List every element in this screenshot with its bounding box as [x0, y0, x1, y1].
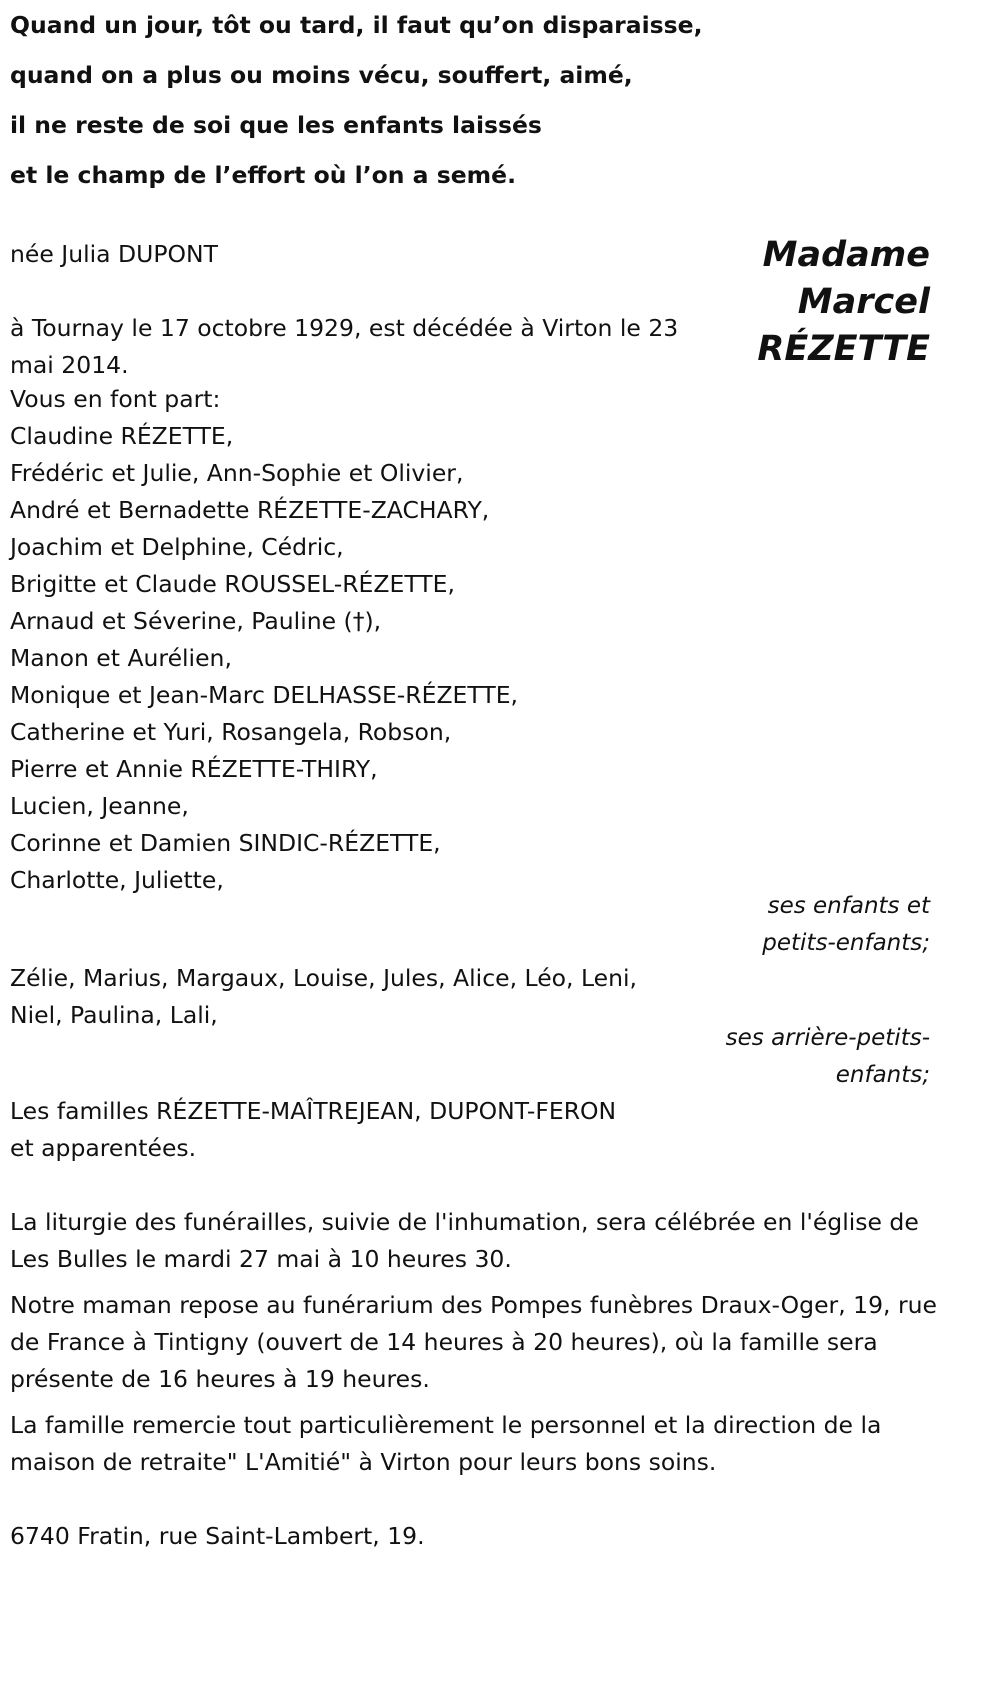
role-line: enfants; — [835, 1062, 930, 1088]
poem — [10, 10, 770, 210]
family-line: Frédéric et Julie, Ann-Sophie et Olivier, — [10, 459, 464, 487]
family-line: Arnaud et Séverine, Pauline (†), — [10, 607, 382, 635]
family-line: Claudine RÉZETTE, — [10, 422, 234, 450]
poem-line: Quand un jour, tôt ou tard, il faut qu’on disparaisse, — [10, 11, 703, 39]
deceased-name-line: Madame — [762, 235, 930, 275]
family-line: Joachim et Delphine, Cédric, — [10, 533, 344, 561]
birth-name: née Julia DUPONT — [10, 240, 218, 268]
family-line: Brigitte et Claude ROUSSEL-RÉZETTE, — [10, 570, 455, 598]
great-grandchildren-line: Zélie, Marius, Margaux, Louise, Jules, Alice, Léo, Leni, — [10, 964, 637, 992]
families-line: Les familles RÉZETTE-MAÎTREJEAN, DUPONT-FERON — [10, 1097, 617, 1125]
great-grandchildren — [10, 960, 637, 1034]
family-line: Manon et Aurélien, — [10, 644, 232, 672]
family-line: Corinne et Damien SINDIC-RÉZETTE, — [10, 829, 441, 857]
family-line: Charlotte, Juliette, — [10, 866, 224, 894]
birth-death-dates: à Tournay le 17 octobre 1929, est décédée à Virton le 23 mai 2014. — [10, 314, 679, 379]
role-line: petits-enfants; — [762, 930, 930, 956]
family-line: André et Bernadette RÉZETTE-ZACHARY, — [10, 496, 490, 524]
funerarium-paragraph: Notre maman repose au funérarium des Pompes funèbres Draux-Oger, 19, rue de France à Tintigny (ouvert de 14 heures à 20 heures), où la famille sera présente de 16 heures à 19 heures. — [10, 1291, 938, 1393]
families-line: et apparentées. — [10, 1134, 197, 1162]
great-grandchildren-line: Niel, Paulina, Lali, — [10, 1001, 218, 1029]
announce-line: Vous en font part: — [10, 385, 221, 413]
role-line: ses enfants et — [767, 893, 930, 919]
deceased-name-line: Marcel — [797, 282, 930, 322]
role-line: ses arrière-petits- — [725, 1025, 930, 1051]
poem-line: quand on a plus ou moins vécu, souffert, aimé, — [10, 61, 633, 89]
family-list — [10, 418, 518, 899]
families — [10, 1093, 616, 1167]
role-great-grandchildren — [726, 1020, 930, 1094]
poem-line: il ne reste de soi que les enfants laissés — [10, 111, 542, 139]
family-line: Monique et Jean-Marc DELHASSE-RÉZETTE, — [10, 681, 519, 709]
family-line: Pierre et Annie RÉZETTE-THIRY, — [10, 755, 378, 783]
thanks-paragraph: La famille remercie tout particulièrement le personnel et la direction de la maison de retraite" L'Amitié" à Virton pour leurs bons soins. — [10, 1411, 882, 1476]
family-line: Lucien, Jeanne, — [10, 792, 189, 820]
address: 6740 Fratin, rue Saint-Lambert, 19. — [10, 1522, 425, 1550]
poem-line: et le champ de l’effort où l’on a semé. — [10, 161, 516, 189]
role-children — [762, 888, 930, 962]
liturgy-paragraph: La liturgie des funérailles, suivie de l'inhumation, sera célébrée en l'église de Les Bulles le mardi 27 mai à 10 heures 30. — [10, 1208, 919, 1273]
deceased-name — [757, 232, 930, 373]
family-line: Catherine et Yuri, Rosangela, Robson, — [10, 718, 452, 746]
deceased-name-line: RÉZETTE — [757, 329, 930, 369]
